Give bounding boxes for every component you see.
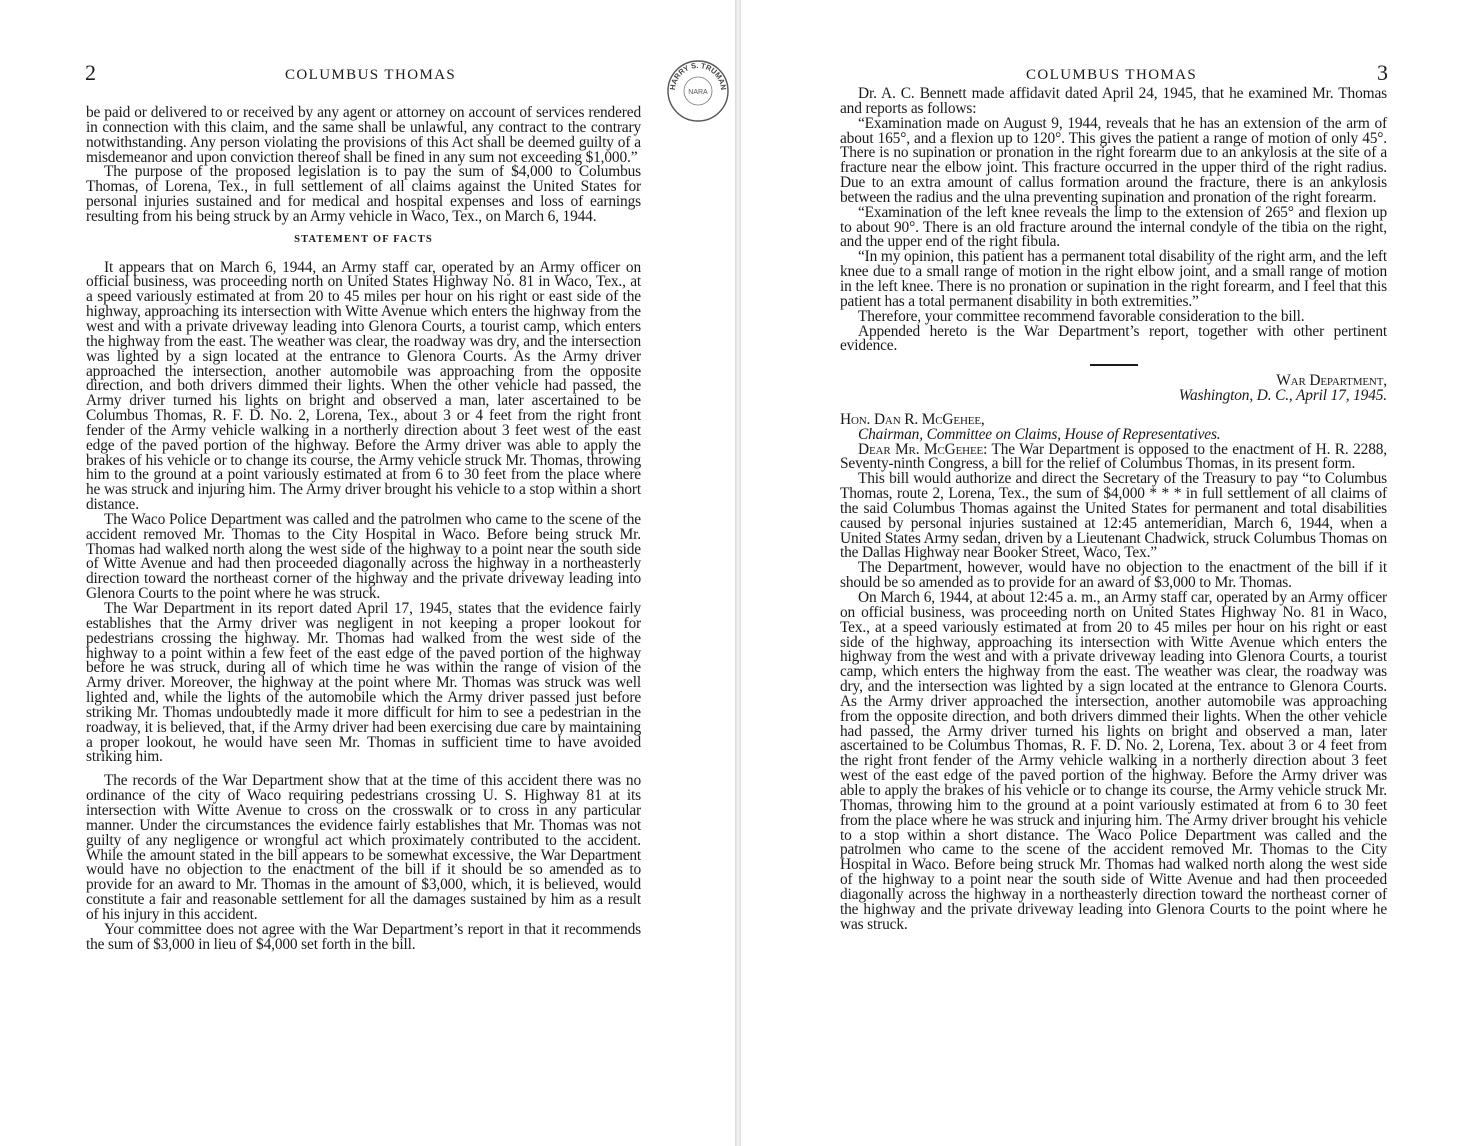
left-header-title: COLUMBUS THOMAS bbox=[285, 67, 457, 83]
right-para-4: “In my opinion, this patient has a permanent total disability of the right arm, and the left knee due to a small range of motion in the right elbow joint, and a small range of motion in the left knee. There is no pronation or supination in the right forearm, and I feel that this patient has a total permanent disability in both extremities.” bbox=[840, 248, 1388, 310]
right-page-body bbox=[840, 87, 1387, 932]
right-page-number: 3 bbox=[1377, 60, 1390, 85]
left-para-1: be paid or delivered to or received by any agent or attorney on account of services rendered in connection with this claim, and the same shall be unlawful, any contract to the contrary notwithstanding. Any person violating the provisions of this Act shall be deemed guilty of a misdemeanor and upon conviction thereof shall be fined in any sum not exceeding $1,000.” bbox=[86, 104, 641, 166]
letter-para-3: The Department, however, would have no objection to the enactment of the bill if it should be so amended as to provide for an award of $3,000 to Mr. Thomas. bbox=[840, 559, 1387, 592]
right-para-5: Therefore, your committee recommend favorable consideration to the bill. bbox=[858, 307, 1305, 325]
section-heading: STATEMENT OF FACTS bbox=[294, 233, 433, 245]
left-para-4: The Waco Police Department was called and the patrolmen who came to the scene of the accident removed Mr. Thomas to the City Hospital in Waco. Before being struck Mr. Thomas had walked north along the west side of the highway to a point near the south side of Witte Avenue and had then proceeded diagonally across the highway in a northeasterly direction toward the northeast corner of the highway and the private driveway leading into Glenora Courts to the point where he was struck. bbox=[86, 510, 641, 603]
left-running-header bbox=[85, 62, 640, 88]
separator-rule bbox=[1090, 364, 1138, 366]
right-para-1: Dr. A. C. Bennett made affidavit dated April 24, 1945, that he examined Mr. Thomas and reports as follows: bbox=[840, 85, 1387, 117]
right-para-2: “Examination made on August 9, 1944, reveals that he has an extension of the arm of about 165°, and a flexion up to 120°. This gives the patient a range of motion of only 45°. There is no supination or pronation in the right forearm due to an ankylosis at the site of a fracture near the elbow joint. This fracture occurred in the upper third of the right radius. Due to an extra amount of callus formation around the fracture, there is an ankylosis between the radius and the ulna preventing supination and pronation of the right forearm. bbox=[840, 114, 1387, 206]
right-header-title: COLUMBUS THOMAS bbox=[1026, 67, 1198, 83]
archive-stamp bbox=[665, 58, 731, 124]
addressee-name-text: Hon. Dan R. McGehee, bbox=[840, 410, 985, 428]
left-para-6: The records of the War Department show that at the time of this accident there was no ordinance of the city of Waco requiring pedestrians crossing U. S. Highway 81 at its intersection with Witte Avenue to cross on the crosswalk or to cross in any particular manner. Under the circumstances the evidence fairly establishes that Mr. Thomas was not guilty of any negligence or wrongful act which proximately contributed to the accident. While the amount stated in the bill appears to be somewhat excessive, the War Department would have no objection to the enactment of the bill if it should be so amended as to provide for an award to Mr. Thomas in the amount of $3,000, which, it is believed, would constitute a fair and reasonable settlement for all the damages sustained by him as a result of his injury in this accident. bbox=[86, 772, 641, 923]
archive-stamp-graphic bbox=[665, 58, 731, 124]
stamp-top-text: HARRY S. TRUMAN bbox=[667, 60, 729, 91]
letter-para-4: On March 6, 1944, at about 12:45 a. m., an Army staff car, operated by an Army officer on official business, was proceeding north on United States Highway No. 81 in Waco, Tex., at a speed variously estimated at from 20 to 45 miles per hour on his right or east side of the highway, approaching its intersection with Witte Avenue which enters the highway from the west and with a private driveway leading into Glenora Courts, a tourist camp, which enters the highway from the east. The weather was clear, the roadway was dry, and the intersection was lighted by a sign located at the entrance to Glenora Courts. As the Army driver approached the intersection, another automobile was approaching from the opposite direction, and both drivers dimmed their lights. When the other vehicle had passed, the Army driver turned his lights on bright and observed a man, later ascertained to be Columbus Thomas, R. F. D. No. 2, Lorena, Tex. about 3 or 4 feet from the right front fender of the Army vehicle walking in a northerly direction about 3 feet west of the east edge of the paved portion of the highway. Before the Army driver was able to apply the brakes of his vehicle or to change its course, the Army vehicle struck Mr. Thomas, throwing him to the ground at a point variously estimated at from 6 to 30 feet from the place where he was struck and injuring him. The Army driver brought his vehicle to a stop within a short distance. The Waco Police Department was called and the patrolmen who came to the scene of the accident removed Mr. Thomas to the City Hospital in Waco. Before being struck Mr. Thomas had walked north along the west side of the highway to a point near the south side of Witte Avenue and had then proceeded diagonally across the highway in a northeasterly direction toward the northeast corner of the highway and the private driveway leading into Glenora Courts to the point where he was struck. bbox=[840, 589, 1387, 933]
salutation: Dear Mr. McGehee: bbox=[858, 440, 988, 458]
left-para-3: It appears that on March 6, 1944, an Army staff car, operated by an Army officer on official business, was proceeding north on United States Highway No. 81 in Waco, Tex., at a speed variously estimated at from 20 to 45 miles per hour on his right or east side of the highway, approaching its intersection with Witte Avenue which enters the highway from the west and with a private driveway leading into Glenora Courts, a tourist camp, which enters the highway from the east. The weather was clear, the roadway was dry, and the intersection was lighted by a sign located at the entrance to Glenora Courts. As the Army driver approached the intersection, another automobile was approaching from the opposite direction, and both drivers dimmed their lights. When the other vehicle had passed, the Army driver turned his lights on bright and observed a man, later ascertained to be Columbus Thomas, R. F. D. No. 2, Lorena, Tex., about 3 or 4 feet from the right front fender of the Army vehicle walking in a northerly direction about 3 feet west of the east edge of the paved portion of the highway. Before the Army driver was able to apply the brakes of his vehicle or to change its course, the Army vehicle struck Mr. Thomas, throwing him to the ground at a point variously estimated at from 6 to 30 feet from the place where he was struck and injuring him. The Army driver brought his vehicle to a stop within a short distance. bbox=[86, 258, 641, 514]
left-page bbox=[0, 0, 735, 1146]
stamp-center-text: NARA bbox=[688, 89, 708, 96]
letter-department: War Department, bbox=[1276, 372, 1387, 390]
left-para-2: The purpose of the proposed legislation is to pay the sum of $4,000 to Columbus Thomas, of Lorena, Tex., in full settlement of all claims against the United States for personal injuries sustained and for medical and hospital expenses and loss of earnings resulting from his being struck by an Army vehicle in Waco, Tex., on March 6, 1944. bbox=[86, 163, 641, 225]
right-para-6: Appended hereto is the War Department’s report, together with other pertinent evidence. bbox=[840, 322, 1387, 355]
letter-para-1 bbox=[840, 440, 1387, 473]
right-page bbox=[741, 0, 1471, 1146]
left-para-7: Your committee does not agree with the War Department’s report in that it recommends the sum of $3,000 in lieu of $4,000 set forth in the bill. bbox=[86, 920, 641, 953]
left-page-number: 2 bbox=[85, 60, 98, 85]
left-page-body bbox=[86, 106, 641, 952]
letter-place-date: Washington, D. C., April 17, 1945. bbox=[1178, 387, 1387, 405]
letter-para-2: This bill would authorize and direct the Secretary of the Treasury to pay “to Columbus Thomas, route 2, Lorena, Tex., the sum of $4,000 * * * in full settlement of all claims of the said Columbus Thomas against the United States for permanent and total disabilities caused by personal injuries sustained at 12:45 antemeridian, March 6, 1944, when a United States Army sedan, driven by a Lieutenant Chadwick, struck Columbus Thomas on the Dallas Highway near Booker Street, Waco, Tex.” bbox=[840, 470, 1387, 562]
addressee-title: Chairman, Committee on Claims, House of Representatives. bbox=[858, 425, 1221, 443]
left-para-5: The War Department in its report dated April 17, 1945, states that the evidence fairly establishes that the Army driver was negligent in not keeping a proper lookout for pedestrians crossing the highway. Mr. Thomas had walked from the west side of the highway to a point within a few feet of the east edge of the paved portion of the highway before he was struck, during all of which time he was within the range of vision of the Army driver. Moreover, the highway at the point where Mr. Thomas was struck was well lighted and, while the lights of the automobile which the Army driver passed just before striking Mr. Thomas undoubtedly made it more difficult for him to see a pedestrian in the roadway, it is believed, that, if the Army driver had been exercising due care by maintaining a proper lookout, he would have seen Mr. Thomas in sufficient time to have avoided striking him. bbox=[86, 600, 641, 766]
letter-para-1-text: The War Department is opposed to the enactment of H. R. 2288, Seventy-ninth Congress, a bill for the relief of Columbus Thomas, in its present form. bbox=[840, 440, 1387, 473]
right-para-3: “Examination of the left knee reveals the limp to the extension of 265° and flexion up to about 90°. There is an old fracture around the internal condyle of the tibia on the right, and the upper end of the right fibula. bbox=[840, 203, 1387, 251]
